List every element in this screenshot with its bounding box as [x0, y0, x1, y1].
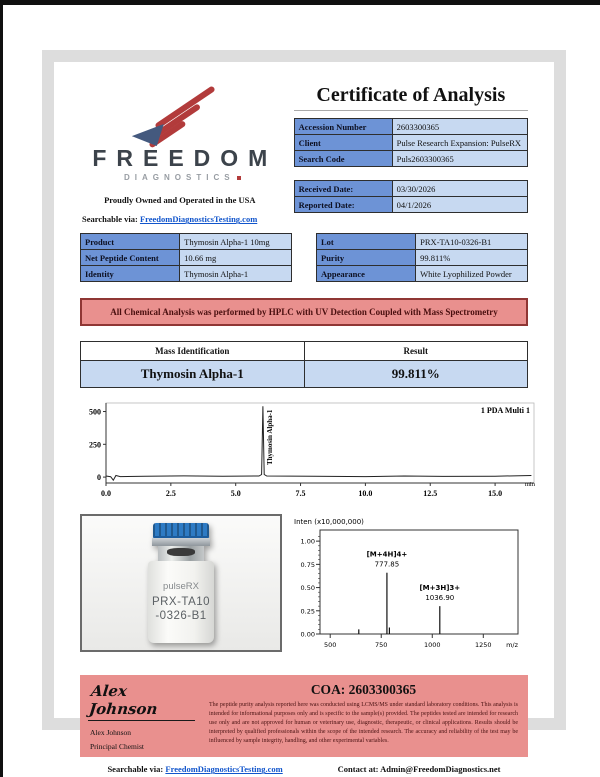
table-row [294, 197, 527, 213]
client-label: Client [294, 135, 392, 151]
table-row [317, 250, 528, 266]
footer-searchable [107, 764, 282, 774]
brand-subtitle-text: DIAGNOSTICS [124, 173, 235, 183]
net-peptide-label: Net Peptide Content [81, 250, 180, 266]
hplc-chromatogram [80, 397, 535, 510]
identity-value: Thymosin Alpha-1 [180, 266, 292, 282]
vial-neck-icon [158, 546, 204, 561]
disclaimer-text: The peptide purity analysis reported here was conducted using LCMS/MS under standard laboratory conditions. This analysis is intended for informational purposes only and is specific to the sample(s) provided. The peptides tested are intended for research use only and are not approved for human or veterinary use, diagnostic, therapeutic, or clinical applications. Results should be interpreted by qualified professionals within the scope of the intended research. The accuracy and reliability of the test may be influenced by sample integrity, handling, and other experimental variables. [209, 702, 518, 745]
lot-value: PRX-TA10-0326-B1 [416, 234, 528, 250]
screen-edge-left [0, 0, 3, 777]
mass-id-value: Thymosin Alpha-1 [81, 361, 305, 388]
footer-contact: Contact at: Admin@FreedomDiagnostics.net [337, 764, 501, 775]
table-row [317, 266, 528, 282]
vial-cap-icon [153, 523, 209, 538]
search-code-label: Search Code [294, 151, 392, 167]
table-row [294, 151, 527, 167]
received-date-label: Received Date: [294, 181, 392, 197]
searchable-link[interactable]: FreedomDiagnosticsTesting.com [139, 214, 258, 225]
table-header-row [81, 342, 528, 361]
table-row [294, 119, 527, 135]
logo-column [80, 74, 280, 224]
svg-text:0.75: 0.75 [300, 561, 315, 570]
table-row [294, 135, 527, 151]
svg-text:7.5: 7.5 [295, 489, 306, 499]
footer [80, 764, 528, 774]
svg-text:0.00: 0.00 [300, 630, 315, 639]
vial-and-spectrum-row [80, 514, 528, 665]
svg-text:15.0: 15.0 [488, 489, 503, 499]
svg-text:0.50: 0.50 [300, 584, 315, 593]
searchable-line [80, 214, 280, 224]
brand-name: FREEDOM [92, 145, 278, 171]
vial-lot-line2: -0326-B1 [155, 610, 207, 623]
svg-text:500: 500 [89, 407, 101, 417]
hplc-chromatogram-plot [80, 397, 542, 505]
product-table [80, 233, 292, 282]
svg-text:750: 750 [375, 641, 388, 650]
svg-text:[M+4H]4+: [M+4H]4+ [366, 551, 408, 560]
table-row [294, 181, 527, 197]
net-peptide-value: 10.66 mg [180, 250, 292, 266]
svg-text:10.0: 10.0 [358, 489, 373, 499]
brand-subtitle [85, 173, 280, 182]
svg-text:0.25: 0.25 [300, 607, 315, 616]
svg-text:Thymosin Alpha-1: Thymosin Alpha-1 [265, 409, 274, 466]
mass-spectrum [292, 514, 528, 665]
mass-id-header: Mass Identification [81, 342, 305, 361]
table-row [81, 266, 292, 282]
vial-image [146, 523, 216, 643]
table-row [81, 250, 292, 266]
eagle-flag-logo-icon [120, 84, 240, 146]
coa-number-heading: COA: 2603300365 [310, 682, 417, 698]
table-row [81, 361, 528, 388]
vial-crimp-icon [152, 538, 210, 546]
svg-text:0.0: 0.0 [101, 489, 111, 499]
appearance-label: Appearance [317, 266, 416, 282]
accession-number-value: 2603300365 [392, 119, 527, 135]
screen-edge-top [0, 0, 600, 5]
svg-text:1250: 1250 [475, 641, 492, 650]
svg-text:2.5: 2.5 [165, 489, 176, 499]
table-row [317, 234, 528, 250]
signer-name: Alex Johnson [90, 728, 132, 738]
vial-lot-line1: PRX-TA10 [151, 595, 211, 608]
vial-brand-text: pulseRX [163, 580, 199, 592]
vial-photo [80, 514, 282, 652]
footer-searchable-link[interactable]: FreedomDiagnosticsTesting.com [165, 764, 283, 775]
spec-table [316, 233, 528, 282]
reported-date-label: Reported Date: [294, 197, 392, 213]
appearance-value: White Lyophilized Powder [416, 266, 528, 282]
dates-table [294, 180, 528, 213]
mass-spectrum-plot [292, 514, 528, 660]
svg-text:1000: 1000 [423, 641, 441, 650]
tagline: Proudly Owned and Operated in the USA [104, 195, 256, 206]
accession-table [294, 118, 528, 167]
signature-section [80, 675, 528, 757]
lot-label: Lot [317, 234, 416, 250]
svg-text:250: 250 [89, 440, 101, 450]
brand-dot-icon [237, 176, 241, 180]
mass-identification-table [80, 341, 528, 388]
product-value: Thymosin Alpha-1 10mg [180, 234, 292, 250]
table-row [81, 234, 292, 250]
signature-column [90, 682, 197, 751]
page-title: Certificate of Analysis [294, 84, 528, 111]
searchable-label: Searchable via: [82, 214, 138, 225]
svg-text:Inten (x10,000,000): Inten (x10,000,000) [294, 518, 364, 527]
svg-text:1.00: 1.00 [300, 537, 315, 546]
vial-lot-text [148, 595, 214, 624]
svg-text:777.85: 777.85 [374, 561, 400, 570]
svg-text:min: min [524, 481, 535, 489]
svg-text:m/z: m/z [506, 641, 518, 650]
signer-role: Principal Chemist [90, 742, 144, 752]
svg-text:0: 0 [97, 473, 101, 483]
svg-text:1036.90: 1036.90 [425, 594, 455, 603]
received-date-value: 03/30/2026 [392, 181, 527, 197]
analysis-method-banner: All Chemical Analysis was performed by HPLC with UV Detection Coupled with Mass Spectrometry [80, 298, 528, 326]
purity-label: Purity [317, 250, 416, 266]
document-page-frame [42, 50, 566, 775]
accession-number-label: Accession Number [294, 119, 392, 135]
svg-text:[M+3H]3+: [M+3H]3+ [419, 584, 461, 593]
svg-text:12.5: 12.5 [423, 489, 438, 499]
svg-text:1 PDA Multi 1: 1 PDA Multi 1 [480, 406, 530, 416]
svg-text:500: 500 [323, 641, 337, 650]
result-value: 99.811% [304, 361, 528, 388]
svg-text:5.0: 5.0 [230, 489, 241, 499]
header [80, 74, 528, 224]
certificate-sheet [54, 62, 554, 775]
result-header: Result [304, 342, 528, 361]
coa-column [209, 682, 518, 751]
title-column [294, 74, 528, 224]
client-value: Pulse Research Expansion: PulseRX [392, 135, 527, 151]
vial-label [148, 561, 214, 643]
signature-handwriting: Alex Johnson [88, 682, 199, 721]
search-code-value: Puls2603300365 [392, 151, 527, 167]
reported-date-value: 04/1/2026 [392, 197, 527, 213]
purity-value: 99.811% [416, 250, 528, 266]
identity-label: Identity [81, 266, 180, 282]
footer-searchable-label: Searchable via: [107, 764, 164, 775]
product-label: Product [81, 234, 180, 250]
product-spec-row [80, 233, 528, 282]
